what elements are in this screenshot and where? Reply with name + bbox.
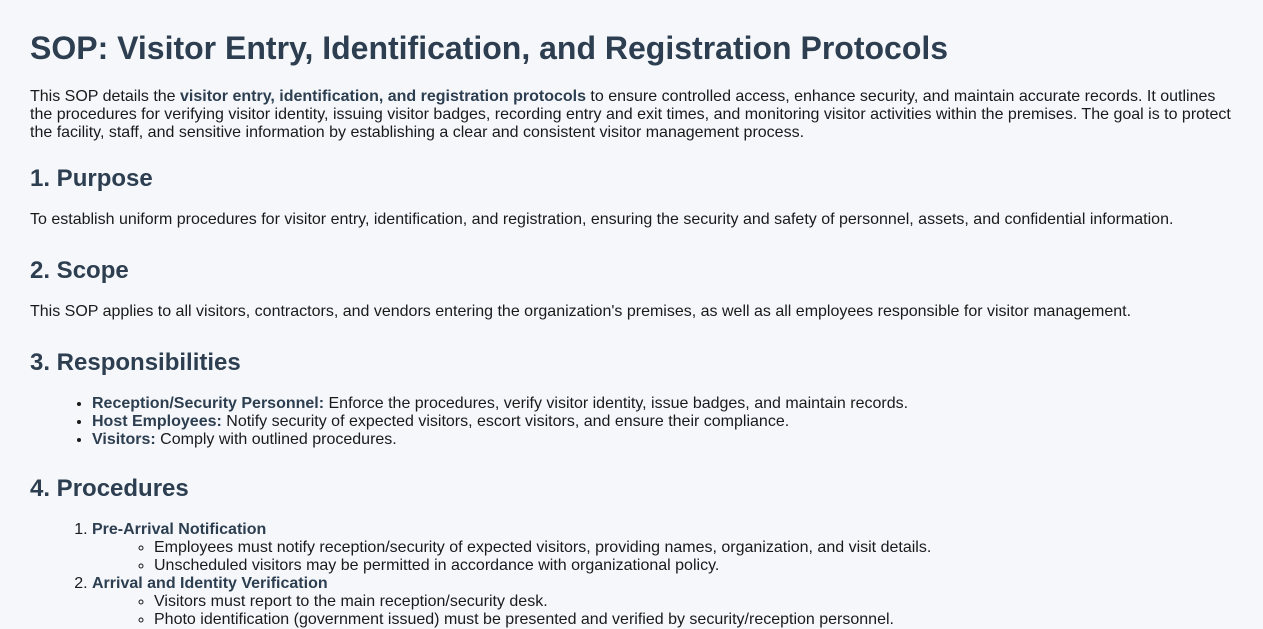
procedure-substeps xyxy=(92,539,1233,575)
responsibility-text: Enforce the procedures, verify visitor identity, issue badges, and maintain records. xyxy=(324,395,909,412)
purpose-text: To establish uniform procedures for visitor entry, identification, and registration, ensuring the security and safety of personnel, assets, and confidential information. xyxy=(30,211,1174,228)
procedure-step-title: Pre-Arrival Notification xyxy=(92,521,267,538)
section-heading-responsibilities: 3. Responsibilities xyxy=(30,349,241,376)
list-item: ◦ Unscheduled visitors may be permitted in accordance with organizational policy. xyxy=(154,557,1233,575)
intro-paragraph xyxy=(30,88,1233,142)
intro-text-end: to ensure controlled access, enhance security, and maintain accurate records. It outlines the procedures for verifying visitor identity, issuing visitor badges, recording entry and exit times, and monitoring visitor activities within the premises. The goal is to protect the facility, staff, and sensitive information by establishing a clear and consistent visitor management process. xyxy=(30,88,1231,141)
list-item xyxy=(92,395,1233,413)
section-heading-purpose: 1. Purpose xyxy=(30,165,153,192)
list-item xyxy=(92,431,1233,449)
scope-text: This SOP applies to all visitors, contractors, and vendors entering the organization's premises, as well as all employees responsible for visitor management. xyxy=(30,303,1132,320)
responsibility-label: Host Employees: xyxy=(92,413,222,430)
list-item xyxy=(92,413,1233,431)
procedure-step xyxy=(92,575,1233,629)
responsibility-text: Comply with outlined procedures. xyxy=(155,431,397,448)
list-item: ◦ Photo identification (government issued) must be presented and verified by security/reception personnel. xyxy=(154,611,1233,629)
procedure-step xyxy=(92,521,1233,575)
responsibility-label: Reception/Security Personnel: xyxy=(92,395,325,412)
intro-highlight: visitor entry, identification, and registration protocols xyxy=(180,88,586,105)
list-item: ◦ Visitors must report to the main reception/security desk. xyxy=(154,593,1233,611)
list-item: ◦ Employees must notify reception/security of expected visitors, providing names, organization, and visit details. xyxy=(154,539,1233,557)
section-heading-procedures: 4. Procedures xyxy=(30,475,189,502)
section-heading-scope: 2. Scope xyxy=(30,257,129,284)
responsibility-text: Notify security of expected visitors, escort visitors, and ensure their compliance. xyxy=(221,413,790,430)
procedure-step-title: Arrival and Identity Verification xyxy=(92,575,328,592)
procedures-list xyxy=(30,521,1233,629)
page-title: SOP: Visitor Entry, Identification, and Registration Protocols xyxy=(30,30,949,66)
procedure-substeps xyxy=(92,593,1233,629)
intro-text-start: This SOP details the xyxy=(30,88,180,105)
responsibility-label: Visitors: xyxy=(92,431,156,448)
responsibilities-list xyxy=(30,395,1233,449)
